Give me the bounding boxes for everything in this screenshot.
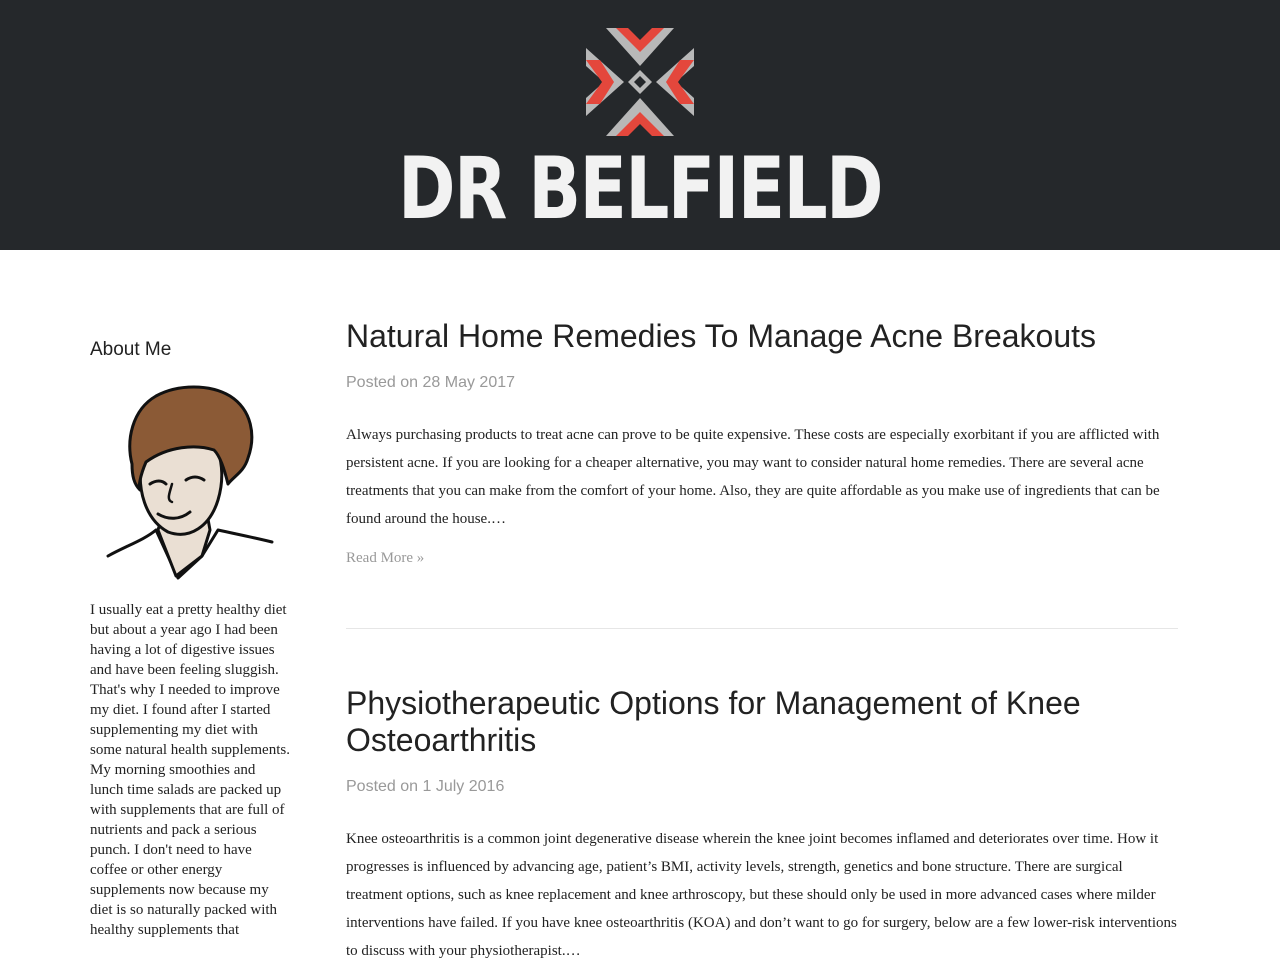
site-title-logo[interactable] <box>396 138 884 239</box>
post-item <box>346 685 1178 965</box>
post-list <box>346 318 1178 965</box>
about-me-text: I usually eat a pretty healthy diet but about a year ago I had been having a lot of digestive issues and have been feeling sluggish. That's why I needed to improve my diet. I found after I started supplementing my diet with some natural health supplements. My morning smoothies and lunch time salads are packed up with supplements that are full of nutrients and pack a serious punch. I don't need to have coffee or other energy supplements now because my diet is so naturally packed with healthy supplements that <box>90 602 290 938</box>
logo-icon[interactable] <box>584 26 696 138</box>
read-more-link[interactable]: Read More » <box>346 550 425 566</box>
avatar <box>106 380 274 582</box>
post-excerpt: Always purchasing products to treat acne can prove to be quite expensive. These costs are especially exorbitant if you are afflicted with persistent acne. If you are looking for a cheaper alternative, you may want to consider natural home remedies. There are several acne treatments that you can make from the comfort of your home. Also, they are quite affordable as you make use of ingredients that can be found around the house.… <box>346 427 1160 527</box>
post-divider <box>346 628 1178 629</box>
post-title[interactable]: Physiotherapeutic Options for Management of Knee Osteoarthritis <box>346 685 1081 758</box>
site-header <box>0 0 1280 250</box>
post-date: Posted on 1 July 2016 <box>346 778 505 795</box>
post-date: Posted on 28 May 2017 <box>346 374 516 391</box>
about-me-heading: About Me <box>90 339 172 360</box>
sidebar <box>90 338 290 362</box>
post-item <box>346 318 1178 567</box>
post-title[interactable]: Natural Home Remedies To Manage Acne Breakouts <box>346 318 1097 354</box>
post-excerpt: Knee osteoarthritis is a common joint degenerative disease wherein the knee joint becomes inflamed and deteriorates over time. How it progresses is influenced by advancing age, patient’s BMI, activity levels, strength, genetics and bone structure. There are surgical treatment options, such as knee replacement and knee arthroscopy, but these should only be used in more advanced cases where milder interventions have failed. If you have knee osteoarthritis (KOA) and don’t want to go for surgery, below are a few lower-risk interventions to discuss with your physiotherapist.… <box>346 831 1177 959</box>
site-title: DR BELFIELD <box>398 139 882 239</box>
